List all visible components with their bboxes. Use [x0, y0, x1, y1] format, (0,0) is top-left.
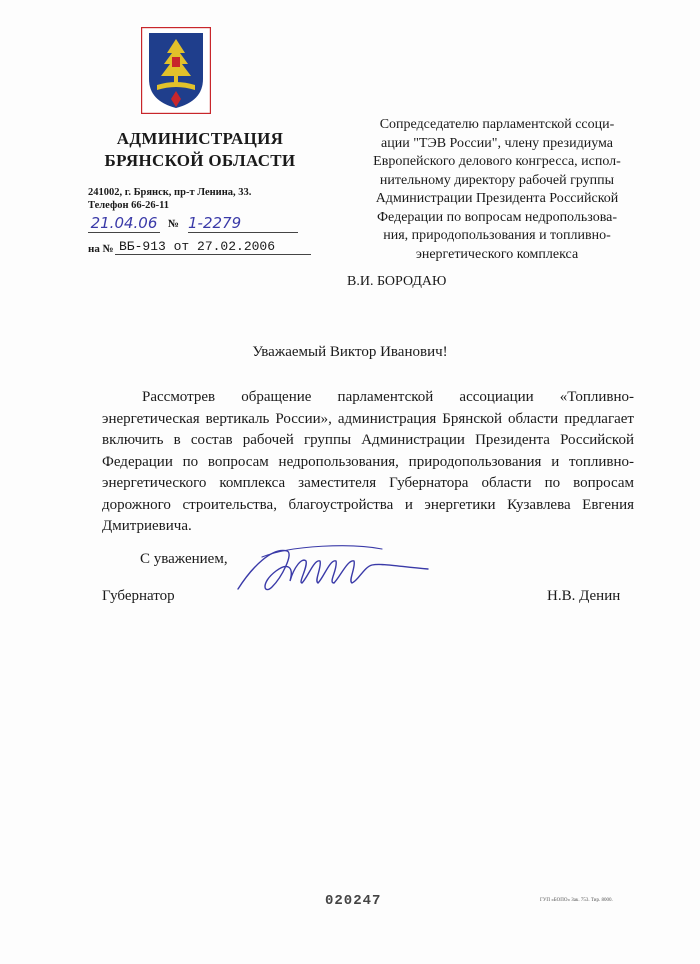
reference-value: ВБ-913 от 27.02.2006	[115, 239, 311, 255]
registration-date: 21.04.06	[88, 214, 160, 233]
addressee-line: энергетического комплекса	[415, 246, 579, 262]
org-name-line2: БРЯНСКОЙ ОБЛАСТИ	[104, 151, 296, 170]
addressee-name: В.И. БОРОДАЮ	[347, 274, 447, 289]
organization-address	[88, 186, 308, 212]
reference-label: на №	[88, 243, 114, 255]
addressee-line: Сопредседателю парламентской ссоци-	[379, 117, 615, 132]
printer-imprint: ГУП «БОПО» Зак. 753. Тир. 8000.	[540, 898, 613, 903]
addressee-line: ации "ТЭВ России", члену президиума	[381, 135, 613, 151]
addressee-line: Администрации Президента Российской	[375, 191, 619, 206]
handwritten-signature	[232, 537, 432, 607]
registration-number: 1-2279	[188, 214, 298, 233]
organization-name	[100, 128, 300, 172]
addressee-line: нительному директору рабочей группы	[379, 172, 615, 188]
address-line: 241002, г. Брянск, пр-т Ленина, 33.	[88, 187, 252, 198]
addressee-line: Европейского делового конгресса, испол-	[373, 154, 621, 169]
addressee-line: Федерации по вопросам недропользова-	[377, 209, 617, 225]
registration-line	[88, 214, 308, 234]
form-serial-number: 020247	[325, 893, 382, 909]
addressee-block	[347, 116, 647, 264]
reference-line	[88, 239, 308, 259]
body-paragraph: Рассмотрев обращение парламентской ассоциации «Топливно-энергетическая вертикаль России», администрация Брянской области предлагает включить в состав рабочей группы Администрации Президента Российской Федерации по вопросам недропользования, природопользования и топливно-энергетического комплекса заместителя Губернатора области по вопросам дорожного строительства, благоустройства и энергетики Кузавлева Евгения Дмитриевича.	[102, 389, 634, 534]
closing-phrase: С уважением,	[140, 551, 228, 567]
coat-of-arms-emblem	[141, 27, 211, 114]
signer-title: Губернатор	[102, 588, 175, 604]
phone-line: Телефон 66-26-11	[88, 200, 170, 211]
signer-name: Н.В. Денин	[547, 588, 621, 604]
addressee-line: ния, природопользования и топливно-	[383, 228, 611, 243]
registration-number-label: №	[168, 218, 180, 230]
salutation: Уважаемый Виктор Иванович!	[252, 344, 448, 360]
org-name-line1: АДМИНИСТРАЦИЯ	[116, 129, 284, 148]
